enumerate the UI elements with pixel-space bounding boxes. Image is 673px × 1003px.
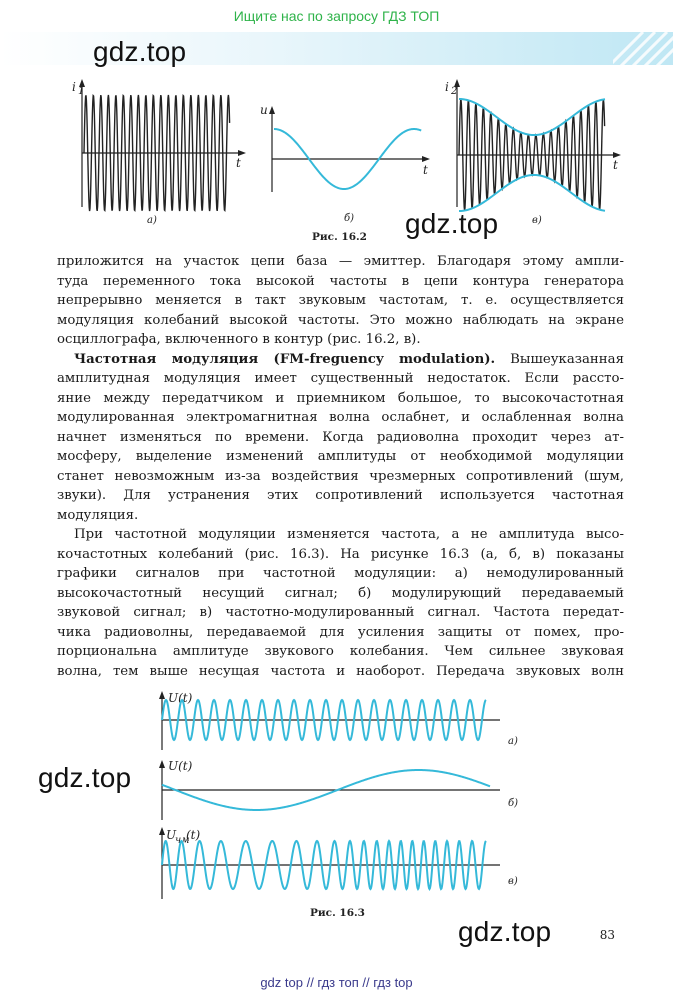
text-line: начнет изменяться по времени. Когда радиоволна проходит через ат- [57,429,624,445]
section-heading: Частотная модуляция (FM-freguency modulation). [74,351,496,367]
text-line: приложится на участок цепи база — эмиттер. Благодаря этому ампли- [57,254,624,269]
figure-16-3-a [150,688,530,758]
fig3b-ylabel: U(t) [168,759,193,773]
fig2b-ylabel: u [260,103,268,117]
watermark: gdz.top [458,916,552,947]
text-line: модулированная электромагнитная волна ослабнет, и ослабленная волна [57,410,624,425]
text-line: мосферу, выделение изменений амплитуды от необходимой модуляции [57,449,624,464]
text-line: непрерывно меняется в такт звуковым частотам, т. е. осуществляется [57,293,624,308]
text-line: высокочастотный несущий сигнал; б) модулирующий передаваемый [57,585,624,601]
fig2b-xlabel: t [423,163,428,177]
text-line: модуляция. [57,507,139,523]
fig2a-label: а) [147,215,157,226]
text-line: волна, тем выше несущая частота и наоборот. Передача звуковых волн [57,663,624,679]
fig3a-ylabel: U(t) [168,691,193,705]
text-line: туда переменного тока высокой частоты в цепи контура генератора [57,273,624,289]
fig3c-ytail: (t) [186,828,201,842]
paragraph-heading-line [57,350,624,370]
figure-16-3-caption: Рис. 16.3 [310,907,365,919]
figure-16-2-caption: Рис. 16.2 [312,231,367,243]
watermark: gdz.top [93,36,187,67]
fig2b-label: б) [344,213,355,224]
figure-16-2-a [70,75,250,225]
fig3c-ylabel: U [166,828,177,842]
text-line: звуки). Для устранения этих сопротивлений используется частотная [57,488,624,503]
text-line: чика радиоволны, передаваемой для усиления защиты от помех, про- [57,624,624,640]
text-line: осциллографа, включенного в контур (рис. 16.2, в). [57,332,421,347]
figure-16-3-c [150,825,530,905]
footer-links[interactable]: gdz top // гдз топ // гдз top [260,975,413,990]
body-text [57,252,624,681]
header-stripes [613,32,673,65]
text-line: кочастотных колебаний (рис. 16.3). На рисунке 16.3 (а, б, в) показаны [57,546,624,562]
figure-16-2-c [445,75,630,225]
figure-16-3-b [150,758,530,828]
fig2c-ylabel: i [445,80,449,94]
fig2c-ysub: 2 [451,86,458,97]
text-line: звуковой сигнал; в) частотно-модулированный сигнал. Частота передат- [57,605,624,620]
fig2c-label: в) [532,215,542,226]
fig3c-label: в) [508,876,518,887]
top-banner[interactable]: Ищите нас по запросу ГДЗ ТОП [233,8,440,24]
fig3c-ysub: чм [175,835,190,846]
fig3b-label: б) [508,798,519,809]
text-line: модуляция колебаний высокой частоты. Это можно наблюдать на экране [57,312,624,328]
text-line: станет невозможным из-за воздействия чрезмерных сопротивлений (шум, [57,468,624,484]
text-line: яние между передатчиком и приемником большое, то высокочастотная [57,390,624,406]
watermark: gdz.top [38,762,132,793]
page-number: 83 [599,928,615,942]
fig2c-xlabel: t [613,158,618,172]
fig2a-ysub: 1 [78,86,85,97]
text-line: графики сигналов при частотной модуляции: а) немодулированный [57,566,624,581]
fig3a-label: а) [508,736,518,747]
watermark: gdz.top [405,208,499,239]
text-line: При частотной модуляции изменяется частота, а не амплитуда высо- [74,527,624,542]
text-line: амплитудная модуляция имеет существенный недостаток. Если рассто- [57,371,624,386]
text-line: порциональна амплитуде звукового колебания. Чем сильнее звуковая [57,644,624,659]
envelope-top [459,99,605,135]
text-fragment: Вышеуказанная [510,351,624,367]
fig2a-ylabel: i [72,80,76,94]
fig2a-xlabel: t [236,156,241,170]
